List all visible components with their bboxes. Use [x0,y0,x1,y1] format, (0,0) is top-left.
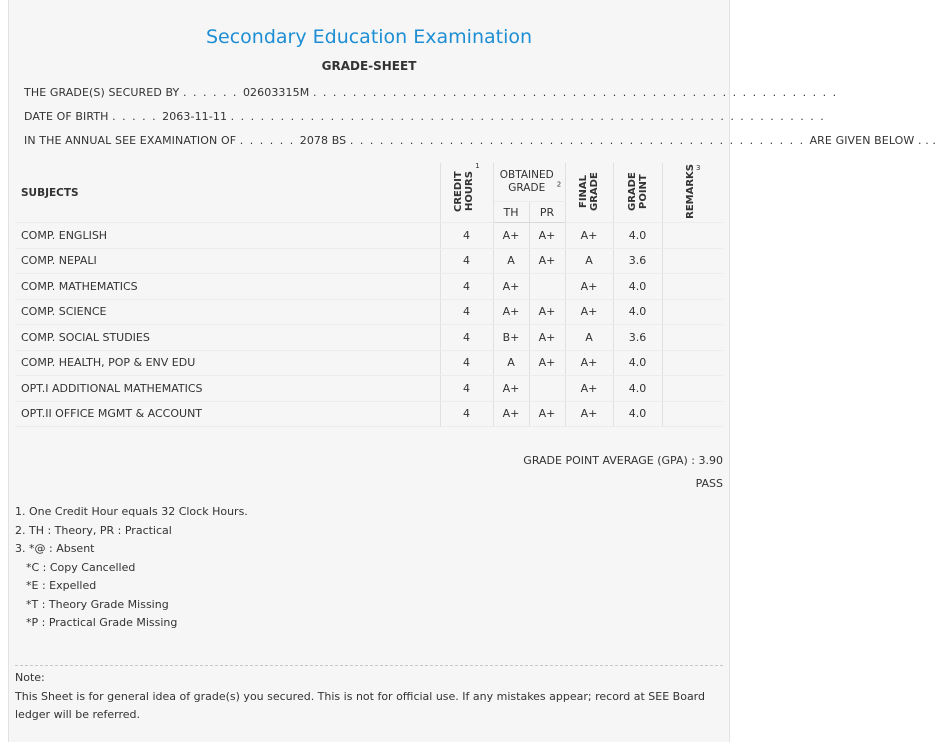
credit-cell: 4 [440,274,493,300]
subject-cell: COMP. MATHEMATICS [15,274,440,300]
pr-cell: A+ [529,223,565,249]
remarks-cell [662,223,723,249]
grade-point-cell: 4.0 [613,376,662,402]
remarks-cell [662,401,723,427]
th-cell: A+ [493,299,529,325]
exam-label: IN THE ANNUAL SEE EXAMINATION OF [24,134,237,147]
credit-cell: 4 [440,325,493,351]
pr-cell: A+ [529,248,565,274]
page-title: Secondary Education Examination [205,26,533,48]
th-cell: A [493,350,529,376]
remarks-cell [662,376,723,402]
final-grade-cell: A+ [565,223,613,249]
table-row [15,299,723,325]
grades-table [15,163,723,427]
note-label: Note: [15,671,45,684]
footnotes [15,503,248,633]
th-cell: A+ [493,376,529,402]
grade-point-cell: 3.6 [613,325,662,351]
footnote-3-theory-missing: *T : Theory Grade Missing [26,597,169,611]
credit-cell: 4 [440,248,493,274]
th-cell: A [493,248,529,274]
th-cell: B+ [493,325,529,351]
col-subjects: SUBJECTS [15,163,440,223]
subject-cell: COMP. HEALTH, POP & ENV EDU [15,350,440,376]
th-cell: A+ [493,223,529,249]
table-row [15,401,723,427]
col-pr: PR [529,202,565,223]
col-th: TH [493,202,529,223]
credit-cell: 4 [440,376,493,402]
gpa-summary: GRADE POINT AVERAGE (GPA) : 3.90 [523,454,723,467]
table-row [15,223,723,249]
subject-cell: OPT.I ADDITIONAL MATHEMATICS [15,376,440,402]
dob-label: DATE OF BIRTH [24,110,109,123]
table-row [15,248,723,274]
remarks-cell [662,248,723,274]
page-subtitle: GRADE-SHEET [321,59,417,73]
col-obtained-grade: OBTAINED GRADE $^2$ [493,163,565,202]
subject-cell: OPT.II OFFICE MGMT & ACCOUNT [15,401,440,427]
credit-cell: 4 [440,223,493,249]
exam-line: IN THE ANNUAL SEE EXAMINATION OF . . . . . . 2078 BS . . . . . . . . . . . . . . . . . . . . . . . . . . . . . . . . . . . . . . . . . . . . . . ARE GIVEN BELOW . . . [24,134,936,147]
grade-point-cell: 3.6 [613,248,662,274]
final-grade-cell: A [565,325,613,351]
secured-by-label: THE GRADE(S) SECURED BY [24,86,180,99]
col-remarks: REMARKS$^3$ [662,163,723,223]
subject-cell: COMP. ENGLISH [15,223,440,249]
credit-cell: 4 [440,401,493,427]
table-row [15,274,723,300]
final-grade-cell: A [565,248,613,274]
dob-line: DATE OF BIRTH . . . . . 2063-11-11 . . . . . . . . . . . . . . . . . . . . . . . . . . . . . . . . . . . . . . . . . . . . . . . . . . . . . . . . . . . . [24,110,826,123]
footnote-2: 2. TH : Theory, PR : Practical [15,523,172,537]
col-credit-hours: CREDIT HOURS$^1$ [440,163,493,223]
exam-year: 2078 BS [299,134,347,147]
grade-sheet [8,0,936,742]
dob-value: 2063-11-11 [162,110,228,123]
note-text: This Sheet is for general idea of grade(s) you secured. This is not for official use. If any mistakes appear; record at SEE Board ledger will be referred. [15,689,705,721]
pr-cell: A+ [529,325,565,351]
remarks-cell [662,350,723,376]
final-grade-cell: A+ [565,350,613,376]
remarks-cell [662,274,723,300]
credit-cell: 4 [440,299,493,325]
pr-cell [529,274,565,300]
grade-point-cell: 4.0 [613,299,662,325]
table-row [15,325,723,351]
symbol-number: 02603315M [242,86,310,99]
grade-point-cell: 4.0 [613,350,662,376]
final-grade-cell: A+ [565,299,613,325]
footnote-1: 1. One Credit Hour equals 32 Clock Hours. [15,505,248,518]
footnote-3-expelled: *E : Expelled [26,579,97,592]
col-final-grade: FINAL GRADE [565,163,613,223]
final-grade-cell: A+ [565,376,613,402]
th-cell: A+ [493,401,529,427]
col-grade-point: GRADE POINT [613,163,662,223]
result-status: PASS [695,477,723,490]
remarks-cell [662,325,723,351]
pr-cell: A+ [529,401,565,427]
exam-suffix: ARE GIVEN BELOW . . . [809,134,936,147]
remarks-cell [662,299,723,325]
table-row [15,376,723,402]
grade-point-cell: 4.0 [613,401,662,427]
final-grade-cell: A+ [565,401,613,427]
footnote-3-copy-cancelled: *C : Copy Cancelled [26,560,136,574]
secured-by-line: THE GRADE(S) SECURED BY . . . . . . 02603315M . . . . . . . . . . . . . . . . . . . . . . . . . . . . . . . . . . . . . . . . . . . . . . . . . . . . . [24,86,838,99]
final-grade-cell: A+ [565,274,613,300]
grade-point-cell: 4.0 [613,223,662,249]
pr-cell: A+ [529,350,565,376]
th-cell: A+ [493,274,529,300]
note-section [15,669,723,725]
footnote-3-practical-missing: *P : Practical Grade Missing [26,616,178,629]
credit-cell: 4 [440,350,493,376]
table-row [15,350,723,376]
pr-cell: A+ [529,299,565,325]
footnote-3: 3. *@ : Absent [15,542,95,555]
grade-point-cell: 4.0 [613,274,662,300]
subject-cell: COMP. NEPALI [15,248,440,274]
note-divider [15,665,723,666]
subject-cell: COMP. SOCIAL STUDIES [15,325,440,351]
subject-cell: COMP. SCIENCE [15,299,440,325]
pr-cell [529,376,565,402]
